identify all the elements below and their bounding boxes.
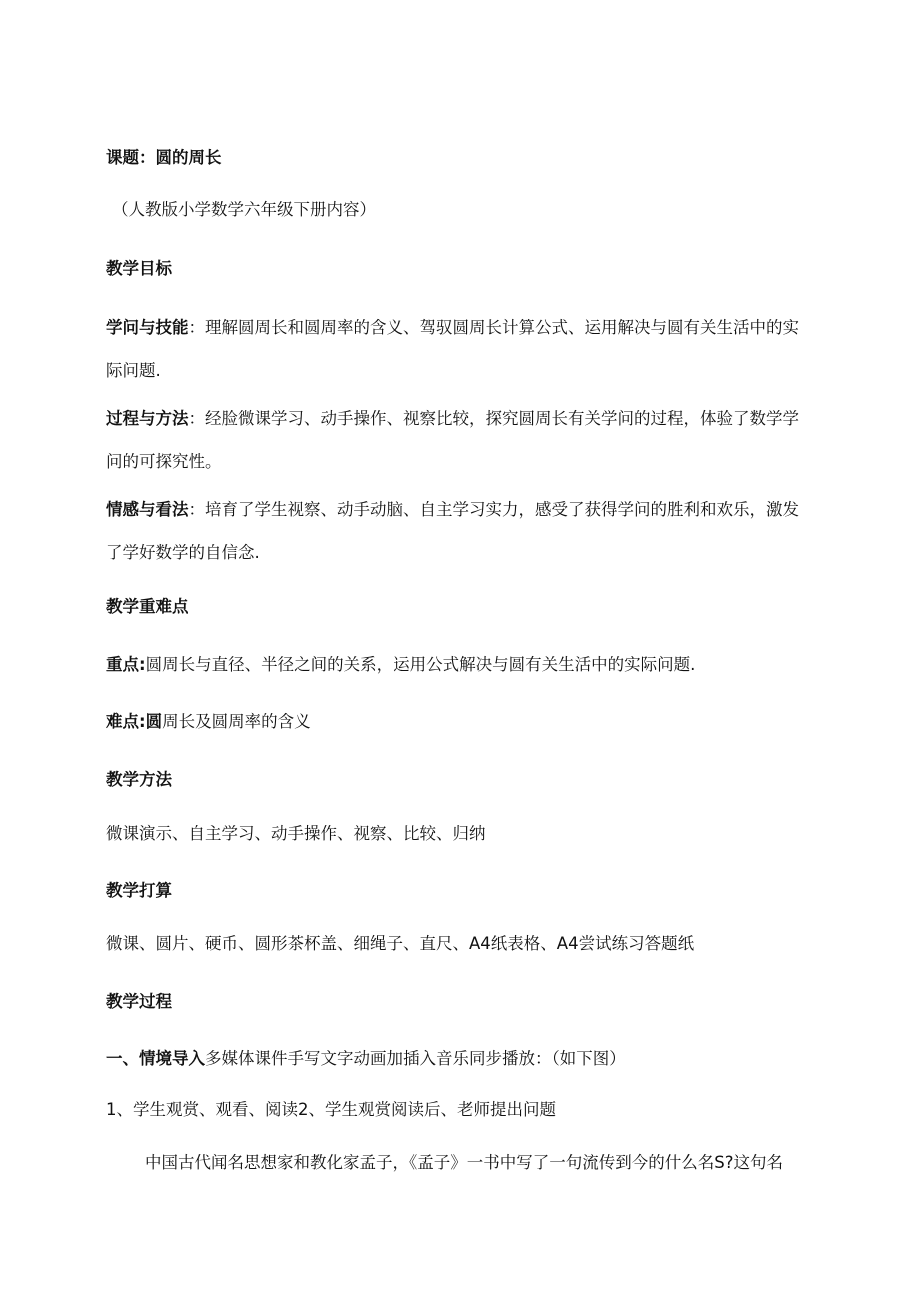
preparation-text: 微课、圆片、硬币、圆形茶杯盖、细绳子、直尺、A4纸表格、A4尝试练习答题纸: [106, 934, 695, 953]
difficulty-label: 难点:圆: [106, 712, 163, 731]
difficulty-text: 周长及圆周率的含义: [162, 712, 311, 731]
preparation-heading: 教学打算: [106, 881, 172, 900]
teaching-process-heading: 教学过程: [106, 992, 172, 1011]
lesson-title: [106, 146, 810, 170]
key-point-line: [106, 653, 810, 677]
objectives-heading: 教学目标: [106, 259, 172, 278]
intro-line: [106, 1047, 810, 1071]
process-paragraph: [106, 397, 810, 483]
lesson-subtitle: （人教版小学数学六年级下册内容）: [112, 200, 376, 219]
key-points-heading: 教学重难点: [106, 597, 189, 616]
knowledge-text: ：理解圆周长和圆周率的含义、驾驭圆周长计算公式、运用解决与圆有关生活中的实际问题.: [106, 318, 799, 380]
step-line: 1、学生观赏、观看、阅读2、学生观赏阅读后、老师提出问题: [106, 1100, 556, 1119]
story-paragraph: 中国古代闻名思想家和教化家孟子，《孟子》一书中写了一句流传到今的什么名S?这句名: [145, 1153, 783, 1172]
difficulty-line: [106, 710, 810, 734]
intro-text: 多媒体课件手写文字动画加插入音乐同步播放：（如下图）: [205, 1049, 626, 1068]
lesson-title-text: 圆的周长: [155, 148, 222, 167]
knowledge-paragraph: [106, 306, 810, 392]
intro-label: 一、情境导入: [106, 1049, 205, 1068]
key-point-text: 圆周长与直径、半径之间的关系，运用公式解决与圆有关生活中的实际问题.: [145, 655, 696, 674]
lesson-title-label: 课题：: [106, 148, 156, 167]
key-point-label: 重点:: [106, 655, 146, 674]
methods-text: 微课演示、自主学习、动手操作、视察、比较、归纳: [106, 824, 486, 843]
emotion-label: 情感与看法: [106, 500, 189, 519]
process-label: 过程与方法: [106, 409, 189, 428]
emotion-paragraph: [106, 488, 810, 574]
methods-heading: 教学方法: [106, 770, 172, 789]
process-text: ：经脸微课学习、动手操作、视察比较，探究圆周长有关学问的过程，体验了数学学问的可探究性。: [106, 409, 799, 471]
emotion-text: ：培育了学生视察、动手动脑、自主学习实力，感受了获得学问的胜利和欢乐，激发了学好数学的自信念.: [106, 500, 799, 562]
knowledge-label: 学问与技能: [106, 318, 189, 337]
